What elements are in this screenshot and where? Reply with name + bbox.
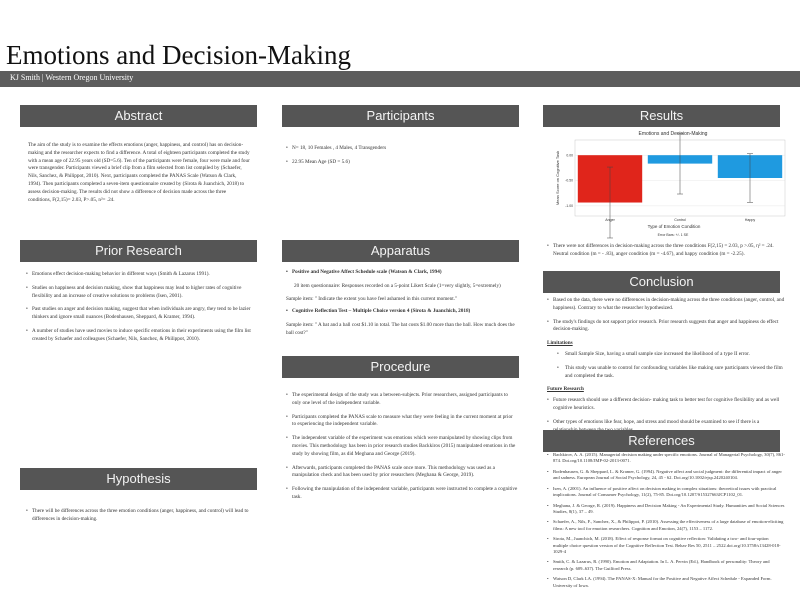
apparatus-text [286, 267, 518, 342]
author-line: KJ Smith | Western Oregon University [10, 73, 134, 82]
list-item: • The experimental design of the study was a between-subjects. Prior researchers, assigned participants to only one level of the independent variable. [286, 392, 518, 408]
conclusion-header: Conclusion [543, 271, 780, 293]
chart-footnote: Error Bars: +/- 1 SE [657, 233, 689, 237]
procedure-header: Procedure [282, 356, 519, 378]
abstract-header: Abstract [20, 105, 257, 127]
apparatus-header: Apparatus [282, 240, 519, 262]
list-item: • Emotions effect decision-making behavior in different ways (Smith & Lazarus 1991). [26, 271, 258, 279]
references-header: References [543, 430, 780, 452]
future-research-heading: Future Research [547, 386, 584, 393]
references-text [547, 452, 785, 598]
author-bar [0, 71, 800, 87]
reference-item: • Isen, A. (2001). An influence of positive affect on decision making in complex situations: theoretical issues with practical implications. Journal of Consumer Psychology, 11(2), 75-85. Doi.org/10.1207/S15327663JCP1102_01. [547, 486, 785, 499]
list-item: • Following the manipulation of the independent variable, participants were instructed to complete a cognitive task. [286, 486, 518, 502]
reference-item: • Meghana, J. & George, R. (2019). Happiness and Decision Making - An Experimental Study. Humanities and Social Sciences Studies, 8(1), 37 – 49. [547, 503, 785, 516]
apparatus-scale2-sample: Sample item: " A bat and a ball cost $1.10 in total. The bat costs $1.00 more than the ball. How much does the ball cost?" [286, 322, 515, 336]
results-chart [553, 128, 793, 240]
apparatus-scale1-sample: Sample item: " Indicate the extent you have feel ashamed in this current moment." [286, 295, 458, 302]
prior-research-header: Prior Research [20, 240, 257, 262]
list-item: • Studies on happiness and decision making, show that happiness may lead to higher rates of cognitive flexibility and an increase of creative solutions to problems (Isen, 2001). [26, 285, 258, 301]
apparatus-scale1-desc: 20 item questionnaire: Responses recorded on a 5-point Likert Scale (1=very slightly, 5=extremely) [294, 282, 501, 289]
results-header: Results [543, 105, 780, 127]
chart-x-tick-label: Anger [605, 218, 615, 222]
chart-y-tick-label: -0.50 [565, 178, 573, 183]
reference-item: • Bachkirov, A. A. (2015). Managerial decision making under specific emotions. Journal of Managerial Psychology, 30(7), 861-874. Doi.org/10.1108/JMP-02-2013-0071. [547, 452, 785, 465]
list-item: • This study was unable to control for confounding variables like making sure participants viewed the film and completed the task. [557, 365, 785, 381]
prior-research-text [26, 271, 258, 391]
abstract-paragraph: The aim of the study is to examine the effects emotions (anger, happiness, and control) has on decision-making and the researcher expects to find a difference. A total of eighteen participants completed the study with a mean age of 22.95 years old (SD=5.6). Ten of the participants were female, four were male and four were transgender. Participants viewed a brief clip from a film selected from list compiled by (Schaefer, Nils, Sanchez, & Philippot, 2010). Next, participants completed the PANAS Scale (Watson & Clark, 1994). Then participants completed a seven-item questionnaire created by (Sirota & Juanchich, 2018) to assess decision-making. The results did not show a difference of decision made across the three conditions, F(2,15)= 2.03, P>.05, n²= .24. [28, 142, 250, 203]
list-item: • The independent variable of the experiment was emotions which were manipulated by showing clips from movies. This methodology has been in prior research studies Backkiros (2015) manipulated emotions in the study by showing film, as did Meghana and George (2019). [286, 435, 518, 458]
list-item: • Based on the data, there were no differences in decision-making across the three conditions (anger, control, and happiness). Contrary to what the researcher hypothesized. [547, 297, 785, 313]
chart-x-tick-label: Control [674, 218, 686, 222]
reference-item: • Watson D, Clark LA. (1994). The PANAS-X: Manual for the Positive and Negative Affect Schedule - Expanded Form. University of Iowa. [547, 576, 785, 589]
abstract-text [28, 142, 250, 222]
procedure-text [286, 392, 518, 532]
list-item: • Other types of emotions like fear, hope, and stress and mood should be examined to see if there is a [547, 419, 785, 435]
apparatus-scale1-title: • Positive and Negative Affect Schedule scale (Watson & Clark, 1994) [286, 269, 518, 277]
chart-ylabel: Mean Score on Cognitive Task [555, 150, 560, 206]
list-item: • Future research should use a different decision- making task to better test for cognitive flexibility and as well cognitive heuristics. [547, 397, 785, 413]
chart-y-tick-label: 0.00 [566, 153, 573, 158]
list-item: • Participants completed the PANAS scale to measure what they were feeling in the current moment at prior to experiencing the independent variable. [286, 414, 518, 430]
list-item: • 22.95 Mean Age (SD = 5.6) [286, 159, 516, 167]
list-item: • There will be differences across the three emotion conditions (anger, happiness, and control) will lead to differences in decision-making. [26, 508, 256, 524]
reference-item: • Smith, C. & Lazarus, R. (1990). Emotion and Adaptation. In L. A. Pervin (Ed.), Handbook of personality: Theory and research (p. 609–637). The Guilford Press. [547, 559, 785, 572]
chart-x-tick-label: Happy [744, 218, 756, 222]
list-item: • There were not differences in decision-making across the three conditions F(2,15) = 2.03, p >.05, η² = .24. Neutral condition (m = - .83), anger condition (m = -4.67), and happy condition (m = -2.25). [547, 243, 785, 259]
list-item: • The study's findings do not support prior research. Prior research suggests that anger and happiness do effect decision-making. [547, 319, 785, 335]
list-item: • A number of studies have used movies to induce specific emotions in their experiments using the film list created by Schaefer and colleagues (Schaefer, Nils, Sanchez, & Philippot, 2010). [26, 328, 258, 344]
chart-xlabel: Type of Emotion Condition [647, 224, 701, 229]
hypothesis-header: Hypothesis [20, 468, 257, 490]
list-item: • Small Sample Size, having a small sample size increased the likelihood of a type II error. [557, 351, 785, 359]
limitations-heading: Limitations [547, 340, 573, 347]
conclusion-text [547, 297, 785, 427]
reference-item: • Sirota, M., Juanchich, M. (2018). Effect of response format on cognitive reflection: Validating a two- and four-option multiple choice question version of the Cognitive Reflection Test. Behav Res 50, 2511 – 2522.doi.org/10.3758/s13428-018-1029-4 [547, 536, 785, 555]
chart-title: Emotions and Decision-Making [638, 131, 708, 137]
poster-title: Emotions and Decision-Making [6, 40, 351, 70]
list-item: • Past studies on anger and decision making, suggest that when individuals are angry, they tend to be lazier thinkers and ignore small nuances (Bodenhausen, Sheppard, & Kramer, 1994). [26, 306, 258, 322]
apparatus-scale2-title: • Cognitive Reflection Test – Multiple Choice version 4 (Sirota & Juanchich, 2018) [286, 308, 518, 316]
list-item: • Afterwards, participants completed the PANAS scale once more. This methodology was used as a manipulation check and has been used by prior researchers (Meghana & George, 2019). [286, 465, 518, 481]
list-item: • N= 18, 10 Females , 4 Males, 4 Transgenders [286, 145, 516, 153]
participants-text [286, 145, 516, 175]
reference-item: • Schaefer, A., Nils, F., Sanchez, X., & Philippot, P. (2010). Assessing the effectiveness of a large database of emotion-eliciting films: A new tool for emotion researchers. Cognition and Emotion, 24(7), 1153 – 1172. [547, 519, 785, 532]
results-chart-svg [553, 128, 793, 240]
results-text [547, 243, 785, 273]
hypothesis-text [26, 508, 256, 528]
chart-y-tick-label: -1.00 [565, 204, 573, 209]
participants-header: Participants [282, 105, 519, 127]
reference-item: • Bodenhausen, G. & Sheppard, L. & Kramer, G. (1994). Negative affect and social judgment: the differential impact of anger and sadness. European Journal of Social Psychology, 24, 45 - 62. Doi.org/10.1002/ejsp.2420240104. [547, 469, 785, 482]
